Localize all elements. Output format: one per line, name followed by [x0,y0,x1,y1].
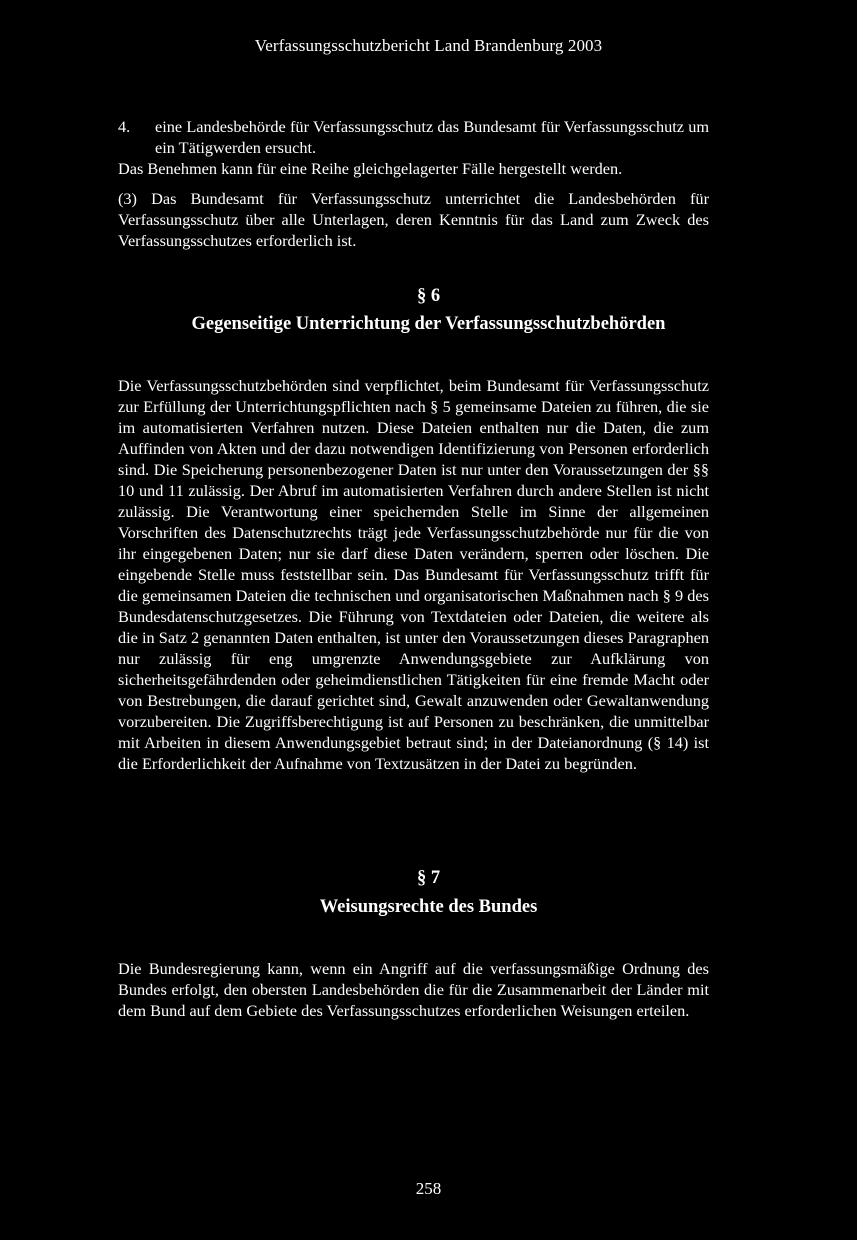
list-item-number: 4. [118,117,131,136]
paragraph-absatz-3: (3) Das Bundesamt für Verfassungsschutz unterrichtet die Landesbehörden für Verfassungsschutz über alle Unterlagen, deren Kenntnis für das Land zum Zweck des Verfassungsschutzes erforderlich ist. [118,189,709,250]
paragraph-benehmen: Das Benehmen kann für eine Reihe gleichgelagerter Fälle hergestellt werden. [118,159,623,178]
section-7-number: § 7 [416,868,441,888]
section-6-number: § 6 [416,286,441,306]
list-item-4 [118,116,709,158]
section-7-paragraph: Die Bundesregierung kann, wenn ein Angriff auf die verfassungsmäßige Ordnung des Bundes erfolgt, den obersten Landesbehörden die für die Zusammenarbeit der Länder mit dem Bund auf dem Gebiete des Verfassungsschutzes erforderlichen Weisungen erteilen. [118,959,709,1020]
running-header: Verfassungsschutzbericht Land Brandenburg 2003 [254,36,603,55]
section-6-paragraph: Die Verfassungsschutzbehörden sind verpflichtet, beim Bundesamt für Verfassungsschutz zur Erfüllung der Unterrichtungspflichten nach § 5 gemeinsame Dateien zu führen, die sie im automatisierten Verfahren nutzen. Diese Dateien enthalten nur die Daten, die zum Auffinden von Akten und der dazu notwendigen Identifizierung von Personen erforderlich sind. Die Speicherung personenbezogener Daten ist nur unter den Voraussetzungen der §§ 10 und 11 zulässig. Der Abruf im automatisierten Verfahren durch andere Stellen ist nicht zulässig. Die Verantwortung einer speichernden Stelle im Sinne der allgemeinen Vorschriften des Datenschutzrechts trägt jede Verfassungsschutzbehörde nur für die von ihr eingegebenen Daten; nur sie darf diese Daten verändern, sperren oder löschen. Die eingebende Stelle muss feststellbar sein. Das Bundesamt für Verfassungsschutz trifft für die gemeinsamen Dateien die technischen und organisatorischen Maßnahmen nach § 9 des Bundesdatenschutzgesetzes. Die Führung von Textdateien oder Dateien, die weitere als die in Satz 2 genannten Daten enthalten, ist unter den Voraussetzungen dieses Paragraphen nur zulässig für eng umgrenzte Anwendungsgebiete zur Aufklärung von sicherheitsgefährdenden oder geheimdienstlichen Tätigkeiten für eine fremde Macht oder von Bestrebungen, die darauf gerichtet sind, Gewalt anzuwenden oder Gewaltanwendung vorzubereiten. Die Zugriffsberechtigung ist auf Personen zu beschränken, die unmittelbar mit Arbeiten in diesem Anwendungsgebiet betraut sind; in der Dateianordnung (§ 14) ist die Erforderlichkeit der Aufnahme von Textzusätzen in der Datei zu begründen. [118,376,709,773]
section-7-title: Weisungsrechte des Bundes [319,897,538,917]
list-item-text: eine Landesbehörde für Verfassungsschutz das Bundesamt für Verfassungsschutz um ein Tätigwerden ersucht. [155,117,709,157]
page-number: 258 [415,1179,442,1198]
section-6-title: Gegenseitige Unterrichtung der Verfassungsschutzbehörden [191,314,666,334]
